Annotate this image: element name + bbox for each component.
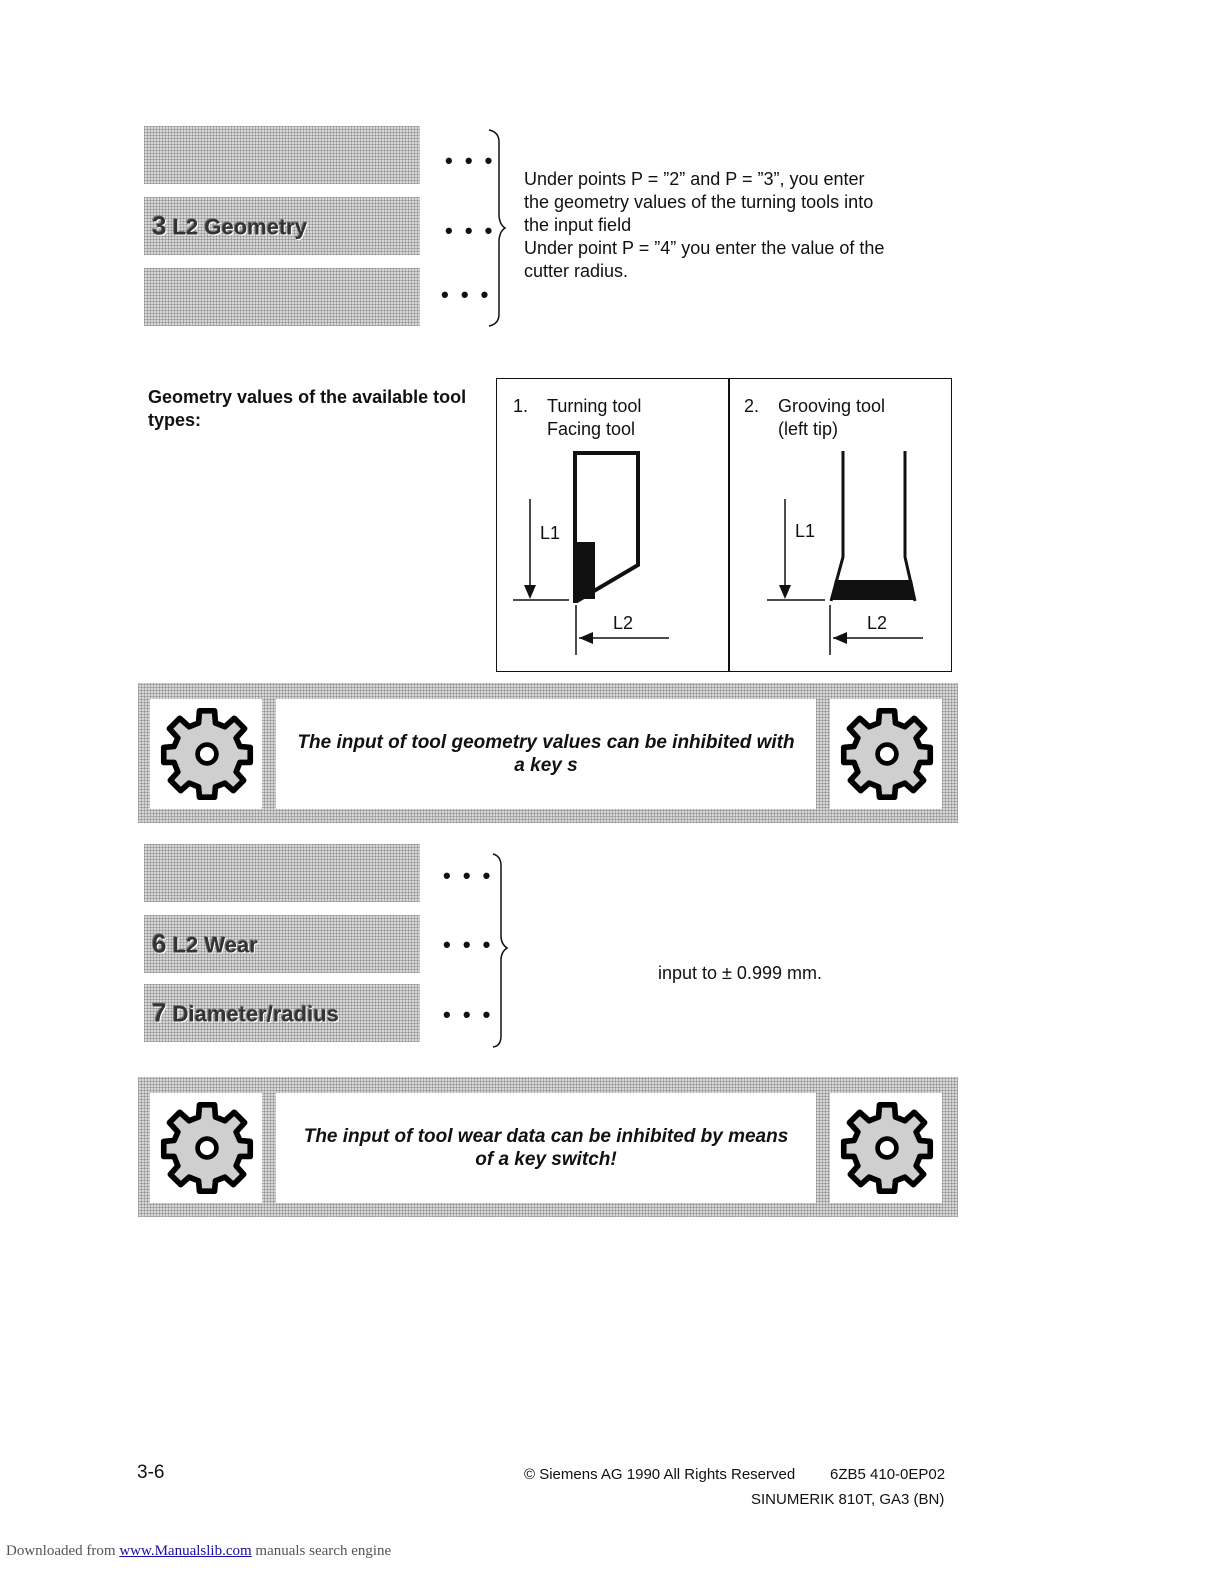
gear-panel (830, 699, 942, 809)
grooving-tool-diagram (729, 439, 951, 673)
tool-index: 2. (744, 396, 760, 416)
brace-icon (489, 852, 515, 1048)
wear-description: input to ± 0.999 mm. (658, 963, 822, 983)
note-text (276, 731, 816, 777)
menu-bar-diameter-radius[interactable] (144, 984, 420, 1042)
note-box (138, 1077, 958, 1217)
desc-line: the input field (524, 215, 632, 235)
geometry-description (524, 168, 944, 283)
copyright: © Siemens AG 1990 All Rights Reserved (524, 1466, 796, 1483)
label-l2: L2 (613, 613, 634, 633)
tool-index: 1. (513, 396, 529, 416)
desc-line: cutter radius. (524, 261, 629, 281)
menu-bar-empty-1[interactable] (144, 126, 420, 184)
ellipsis: • • • (443, 1002, 494, 1027)
note-text (276, 1125, 816, 1171)
label-l2: L2 (867, 613, 888, 633)
watermark-prefix: Downloaded from (6, 1543, 116, 1559)
desc-line: Under points P = ”2” and P = ”3”, you enter (524, 169, 865, 189)
brace-icon (485, 128, 511, 328)
gear-panel (830, 1093, 942, 1203)
ellipsis: • • • (443, 932, 494, 957)
menu-label: 7 Diameter/radius (152, 997, 339, 1028)
watermark-suffix: manuals search engine (255, 1543, 392, 1559)
ellipsis: • • • (445, 148, 496, 173)
note-text-panel (276, 699, 816, 809)
gear-icon (840, 707, 934, 801)
tool-table (496, 378, 952, 672)
menu-bar-l2-wear[interactable] (144, 915, 420, 973)
tool-name-2: Facing tool (547, 419, 636, 439)
gear-panel (150, 699, 262, 809)
gear-icon (160, 707, 254, 801)
note-line: of a key switch! (475, 1149, 617, 1170)
gear-panel (150, 1093, 262, 1203)
label-l1: L1 (540, 523, 561, 543)
geometry-heading: Geometry values of the available tool types: (148, 387, 467, 430)
note-line: The input of tool wear data can be inhibited by means (303, 1126, 789, 1147)
tool-name: Grooving tool (778, 396, 886, 416)
tool-name-2: (left tip) (778, 419, 839, 439)
menu-bar-empty-3[interactable] (144, 844, 420, 902)
ellipsis: • • • (445, 218, 496, 243)
menu-bar-empty-2[interactable] (144, 268, 420, 326)
watermark (6, 1543, 391, 1560)
desc-line: Under point P = ”4” you enter the value of the (524, 238, 885, 258)
note-line: a key s (514, 755, 578, 776)
menu-label: 3 L2 Geometry (152, 210, 308, 241)
note-text-panel (276, 1093, 816, 1203)
menu-bar-l2-geometry[interactable] (144, 197, 420, 255)
product-name: SINUMERIK 810T, GA3 (BN) (751, 1491, 945, 1508)
note-line: The input of tool geometry values can be inhibited with (297, 732, 795, 753)
page-number: 3-6 (137, 1462, 165, 1483)
turning-tool-diagram (497, 439, 727, 673)
menu-label: 6 L2 Wear (152, 928, 258, 959)
note-box (138, 683, 958, 823)
label-l1: L1 (795, 521, 816, 541)
desc-line: the geometry values of the turning tools into (524, 192, 874, 212)
order-number: 6ZB5 410-0EP02 (830, 1466, 946, 1483)
ellipsis: • • • (441, 282, 492, 307)
tool-name: Turning tool (547, 396, 642, 416)
gear-icon (840, 1101, 934, 1195)
ellipsis: • • • (443, 863, 494, 888)
manualslib-link[interactable]: www.Manualslib.com (119, 1543, 252, 1559)
gear-icon (160, 1101, 254, 1195)
